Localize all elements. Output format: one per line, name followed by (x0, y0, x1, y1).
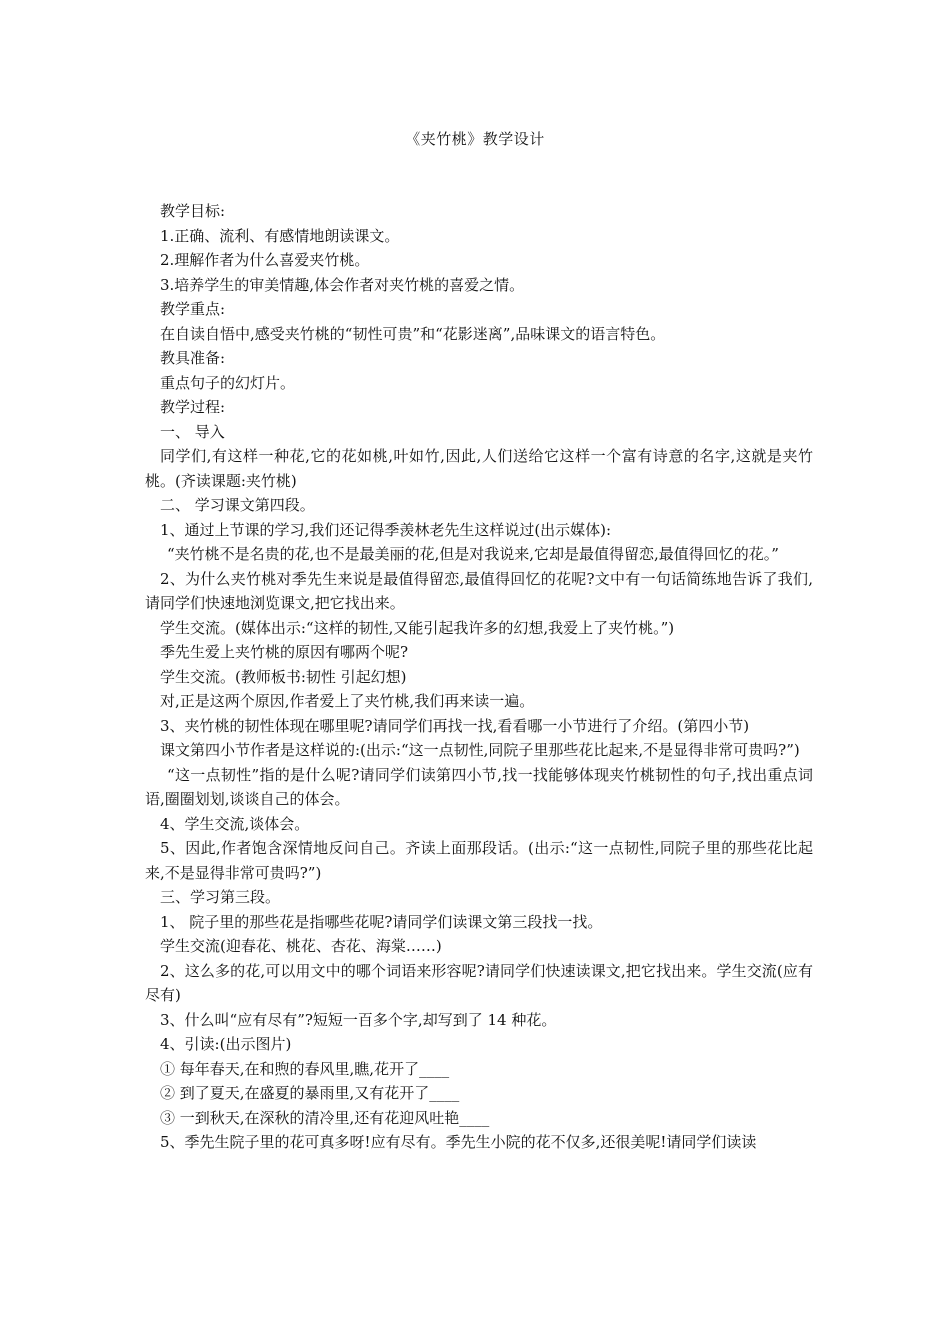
key-point-text: 在自读自悟中,感受夹竹桃的“韧性可贵”和“花影迷离”,品味课文的语言特色。 (160, 324, 666, 343)
objective-item: 1.正确、流利、有感情地朗读课文。 (160, 226, 400, 245)
objective-item: 3.培养学生的审美情趣,体会作者对夹竹桃的喜爱之情。 (160, 275, 525, 294)
list-item: ③ 一到秋天,在深秋的清冷里,还有花迎风吐艳____ (160, 1108, 490, 1127)
heading-process: 教学过程: (160, 398, 226, 416)
paragraph: 2、这么多的花,可以用文中的哪个词语来形容呢?请同学们快速读课文,把它找出来。学生交流(应有尽有) (145, 961, 813, 1004)
paragraph: 3、夹竹桃的韧性体现在哪里呢?请同学们再找一找,看看哪一小节进行了介绍。(第四小节) (160, 716, 750, 735)
heading-objectives: 教学目标: (160, 202, 226, 220)
heading-key-points: 教学重点: (160, 300, 226, 318)
paragraph: 课文第四小节作者是这样说的:(出示:“这一点韧性,同院子里那些花比起来,不是显得非常可贵吗?”) (160, 741, 800, 759)
document-title: 《夹竹桃》教学设计 (405, 130, 545, 148)
section-heading: 三、学习第三段。 (160, 888, 281, 906)
objective-item: 2.理解作者为什么喜爱夹竹桃。 (160, 251, 370, 269)
document-body (145, 199, 813, 1155)
paragraph: 1、通过上节课的学习,我们还记得季羡林老先生这样说过(出示媒体): (160, 520, 612, 539)
paragraph: 学生交流。(媒体出示:“这样的韧性,又能引起我许多的幻想,我爱上了夹竹桃。”) (160, 618, 675, 637)
materials-text: 重点句子的幻灯片。 (160, 373, 296, 392)
paragraph: 季先生爱上夹竹桃的原因有哪两个呢? (160, 643, 409, 661)
paragraph: 同学们,有这样一种花,它的花如桃,叶如竹,因此,人们送给它这样一个富有诗意的名字,这就是夹竹桃。(齐读课题:夹竹桃) (145, 447, 813, 490)
heading-materials: 教具准备: (160, 349, 226, 367)
paragraph: 4、引读:(出示图片) (160, 1035, 292, 1053)
section-heading: 二、 学习课文第四段。 (160, 496, 315, 514)
paragraph: 5、因此,作者饱含深情地反问自己。齐读上面那段话。(出示:“这一点韧性,同院子里的那些花比起来,不是显得非常可贵吗?”) (145, 839, 813, 882)
paragraph: 学生交流。(教师板书:韧性 引起幻想) (160, 667, 407, 686)
paragraph: 3、什么叫“应有尽有”?短短一百多个字,却写到了 14 种花。 (160, 1010, 557, 1029)
paragraph: 1、 院子里的那些花是指哪些花呢?请同学们读课文第三段找一找。 (160, 912, 603, 931)
paragraph: 对,正是这两个原因,作者爱上了夹竹桃,我们再来读一遍。 (160, 692, 535, 710)
paragraph: 2、为什么夹竹桃对季先生来说是最值得留恋,最值得回忆的花呢?文中有一句话简练地告诉了我们,请同学们快速地浏览课文,把它找出来。 (145, 569, 813, 612)
list-item: ② 到了夏天,在盛夏的暴雨里,又有花开了____ (160, 1084, 460, 1102)
paragraph: 4、学生交流,谈体会。 (160, 814, 310, 833)
quote-paragraph: “夹竹桃不是名贵的花,也不是最美丽的花,但是对我说来,它却是最值得留恋,最值得回忆的花。” (167, 545, 779, 563)
list-item: ① 每年春天,在和煦的春风里,瞧,花开了____ (160, 1059, 450, 1078)
section-heading: 一、 导入 (160, 422, 225, 441)
paragraph: 学生交流(迎春花、桃花、杏花、海棠……) (160, 937, 442, 955)
paragraph: “这一点韧性”指的是什么呢?请同学们读第四小节,找一找能够体现夹竹桃韧性的句子,找出重点词语,圈圈划划,谈谈自己的体会。 (145, 765, 813, 808)
paragraph: 5、季先生院子里的花可真多呀!应有尽有。季先生小院的花不仅多,还很美呢!请同学们读读 (160, 1133, 757, 1151)
